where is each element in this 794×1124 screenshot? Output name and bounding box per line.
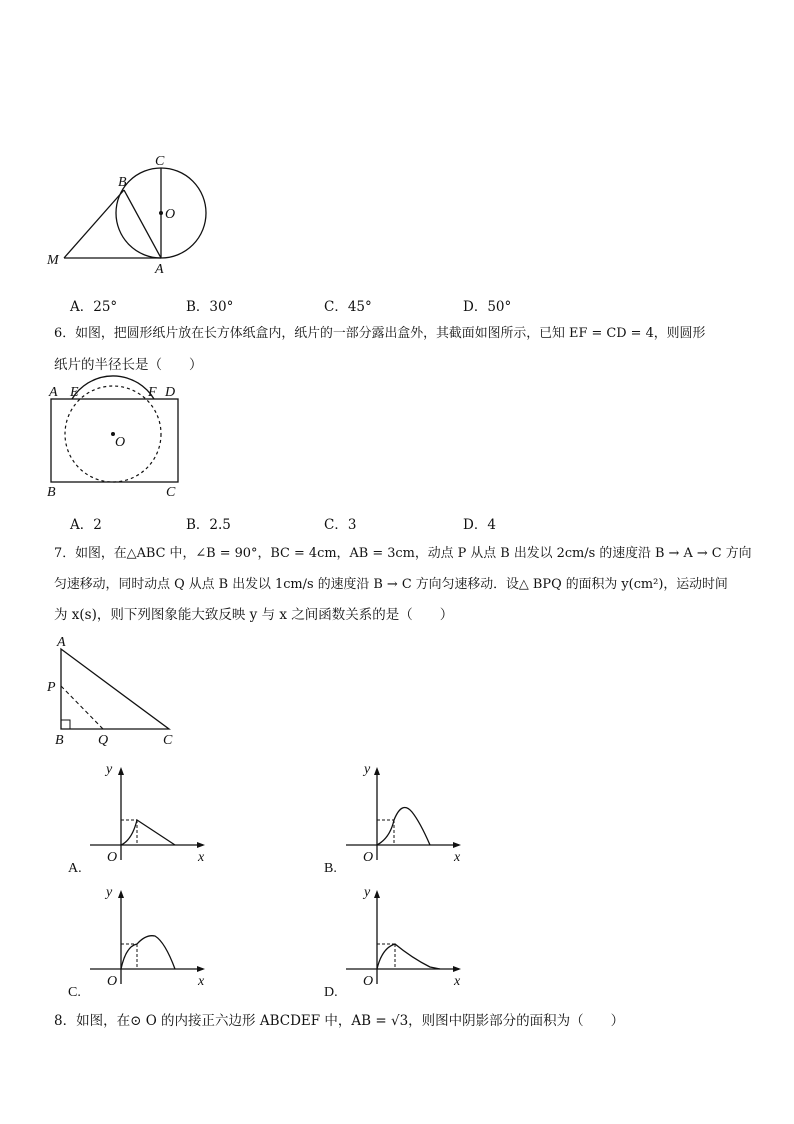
q6-circle-dashed bbox=[65, 386, 161, 482]
q7-text-line2: 匀速移动，同时动点 Q 从点 B 出发以 1cm/s 的速度沿 B → C 方向匀速移动．设△ BPQ 的面积为 y(cm²)，运动时间 bbox=[54, 577, 728, 592]
graph-b-origin: O bbox=[363, 850, 374, 865]
q5-option-d[interactable]: D．50° bbox=[463, 299, 512, 315]
q8-text-line1: 8．如图，在⊙ O 的内接正六边形 ABCDEF 中，AB = √3，则图中阴影部分的面积为（ ） bbox=[54, 1013, 625, 1029]
q7-text-line1: 7．如图，在△ABC 中，∠B = 90°，BC = 4cm，AB = 3cm，动点 P 从点 B 出发以 2cm/s 的速度沿 B → A → C 方向 bbox=[54, 546, 752, 561]
q5-label-C: C bbox=[155, 154, 165, 169]
q7-label-B: B bbox=[55, 733, 64, 748]
graph-b-curve bbox=[377, 808, 430, 846]
graph-c-y-arrow bbox=[118, 890, 124, 898]
graph-c-x-arrow bbox=[197, 966, 205, 972]
q6-arc-above-box bbox=[72, 376, 154, 399]
graph-a-x-label: x bbox=[198, 850, 205, 865]
graph-a-origin: O bbox=[107, 850, 118, 865]
graph-b-option-label: B. bbox=[324, 861, 337, 876]
graph-d-y-arrow bbox=[374, 890, 380, 898]
q5-chord-BA bbox=[124, 190, 161, 258]
q6-label-F: F bbox=[148, 385, 157, 400]
q7-label-C: C bbox=[163, 733, 173, 748]
q6-text-line1: 6．如图，把圆形纸片放在长方体纸盒内，纸片的一部分露出盒外，其截面如图所示，已知 EF = CD = 4，则圆形 bbox=[54, 326, 706, 341]
q6-option-c[interactable]: C．3 bbox=[324, 517, 357, 533]
q5-option-a[interactable]: A．25° bbox=[70, 299, 118, 315]
q6-label-B: B bbox=[47, 485, 56, 500]
graph-b-x-arrow bbox=[453, 842, 461, 848]
q5-label-M: M bbox=[47, 253, 59, 268]
graph-d-curve bbox=[377, 944, 440, 969]
q5-line-MB bbox=[64, 190, 124, 258]
q7-triangle-ABC bbox=[61, 649, 169, 729]
graph-c-option-label: C. bbox=[68, 985, 81, 1000]
q5-center-dot bbox=[159, 211, 163, 215]
graph-c-origin: O bbox=[107, 974, 118, 989]
q6-label-E: E bbox=[70, 385, 79, 400]
q7-dashed-PQ bbox=[61, 686, 103, 729]
graph-a-curve bbox=[121, 820, 175, 845]
q5-label-O: O bbox=[165, 207, 176, 222]
q6-label-O: O bbox=[115, 435, 126, 450]
graph-d-y-label: y bbox=[364, 885, 371, 900]
graph-b-y-arrow bbox=[374, 767, 380, 775]
graph-b-x-label: x bbox=[454, 850, 461, 865]
q5-option-c[interactable]: C．45° bbox=[324, 299, 372, 315]
graph-a-option-label: A. bbox=[68, 861, 82, 876]
q7-text-line3: 为 x(s)，则下列图象能大致反映 y 与 x 之间函数关系的是（ ） bbox=[54, 607, 454, 623]
q6-label-C: C bbox=[166, 485, 176, 500]
q7-label-P: P bbox=[47, 680, 56, 695]
q7-right-angle-mark bbox=[61, 720, 70, 729]
q6-option-d[interactable]: D．4 bbox=[463, 517, 496, 533]
graph-a-x-arrow bbox=[197, 842, 205, 848]
q6-option-a[interactable]: A．2 bbox=[70, 517, 102, 533]
q6-label-D: D bbox=[165, 385, 176, 400]
graph-d-x-label: x bbox=[454, 974, 461, 989]
q7-label-Q: Q bbox=[98, 733, 109, 748]
q5-option-b[interactable]: B．30° bbox=[186, 299, 234, 315]
q6-box bbox=[51, 399, 178, 482]
graph-c-y-label: y bbox=[106, 885, 113, 900]
q6-center-dot bbox=[111, 432, 115, 436]
q5-label-B: B bbox=[118, 175, 127, 190]
q6-text-line2: 纸片的半径长是（ ） bbox=[54, 357, 203, 373]
q7-label-A: A bbox=[57, 635, 66, 650]
q5-circle bbox=[116, 168, 206, 258]
q5-label-A: A bbox=[155, 262, 164, 277]
q6-label-A: A bbox=[49, 385, 58, 400]
graph-c-x-label: x bbox=[198, 974, 205, 989]
graph-d-origin: O bbox=[363, 974, 374, 989]
graph-a-y-arrow bbox=[118, 767, 124, 775]
graph-b-y-label: y bbox=[364, 762, 371, 777]
graph-a-y-label: y bbox=[106, 762, 113, 777]
graph-d-x-arrow bbox=[453, 966, 461, 972]
q6-option-b[interactable]: B．2.5 bbox=[186, 517, 231, 533]
graph-d-option-label: D. bbox=[324, 985, 338, 1000]
graph-c-curve bbox=[121, 936, 175, 969]
